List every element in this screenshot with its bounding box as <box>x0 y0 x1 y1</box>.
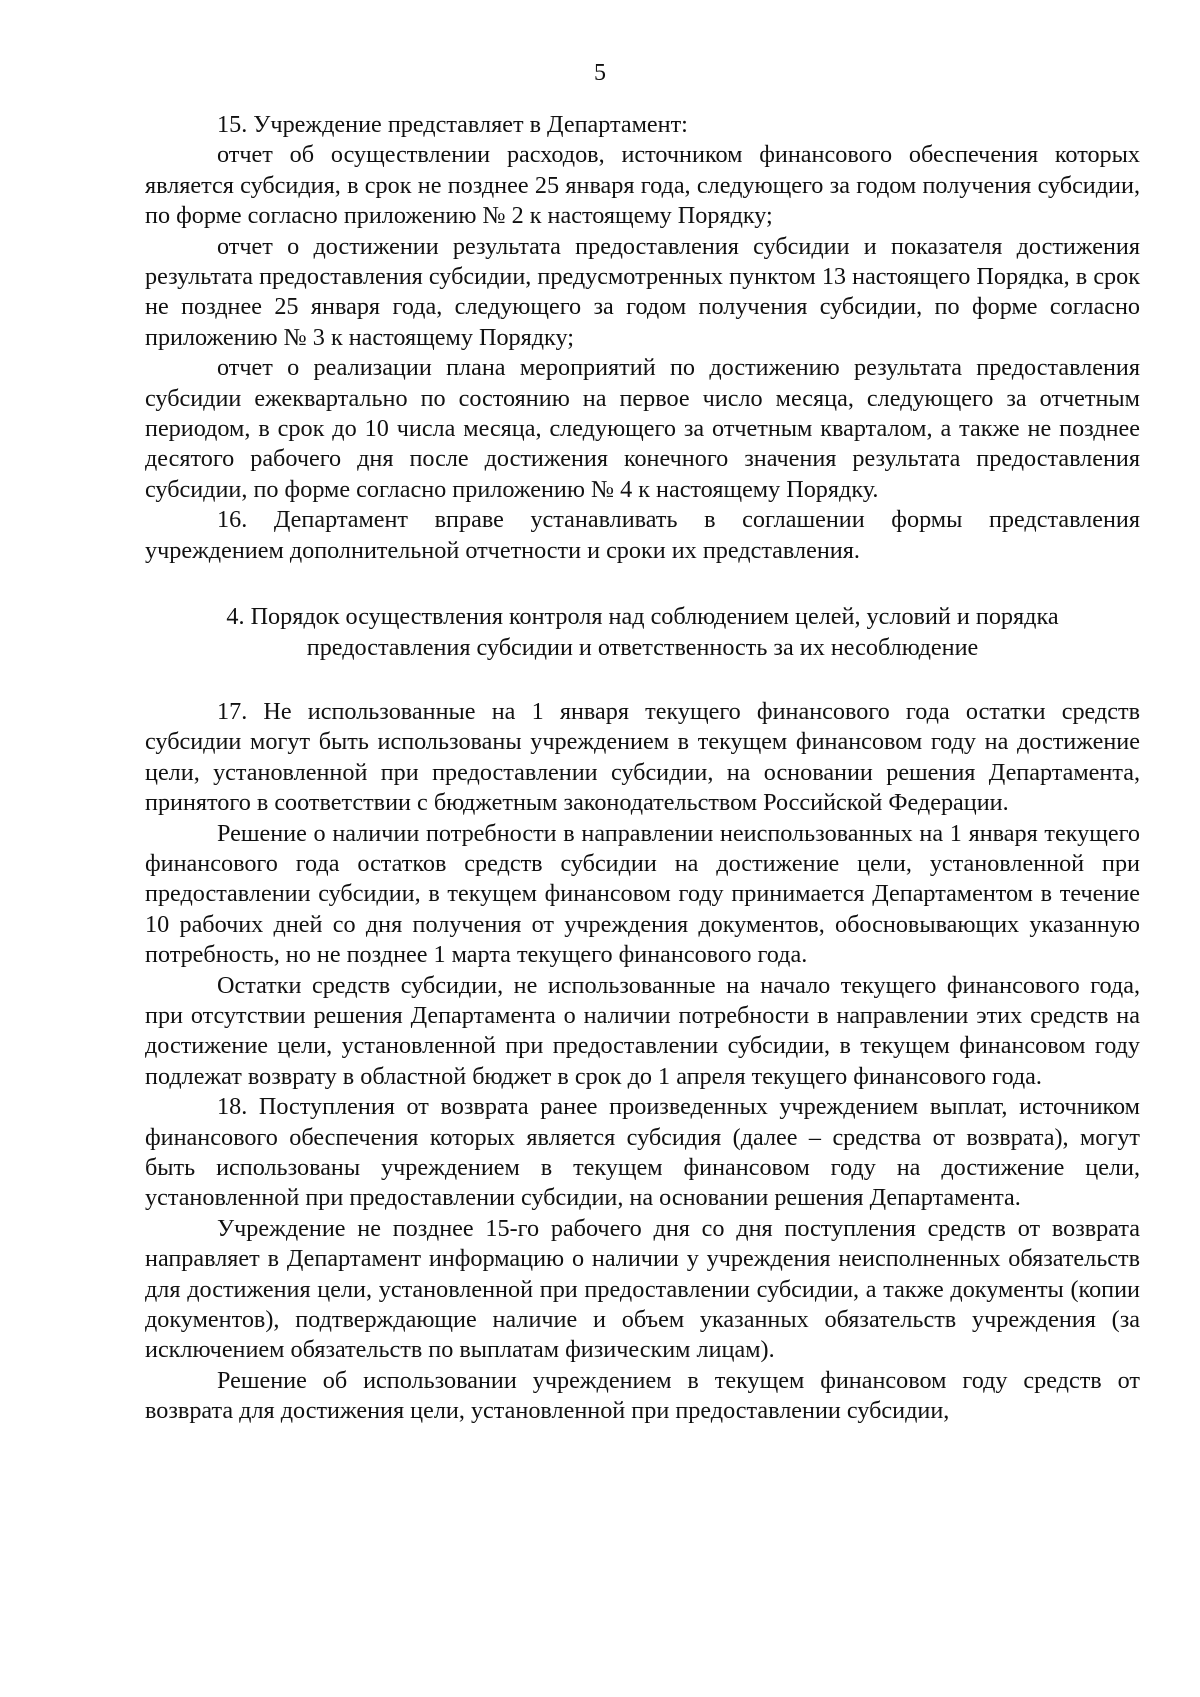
paragraph-18-information: Учреждение не позднее 15-го рабочего дня со дня поступления средств от возврата направляет в Департамент информацию о наличии у учреждения неисполненных обязательств для достижения цели, установленной при предоставлении субсидии, а также документы (копии документов), подтверждающие наличие и объем указанных обязательств учреждения (за исключением обязательств по выплатам физическим лицам). <box>145 1214 1140 1364</box>
paragraph-17: 17. Не использованные на 1 января текущего финансового года остатки средств субсидии могут быть использованы учреждением в текущем финансовом году на достижение цели, установленной при предоставлении субсидии, на основании решения Департамента, принятого в соответствии с бюджетным законодательством Российской Федерации. <box>145 697 1140 817</box>
paragraph-report-plan: отчет о реализации плана мероприятий по достижению результата предоставления субсидии ежеквартально по состоянию на первое число месяца, следующего за отчетным периодом, в срок до 10 числа месяца, следующего за отчетным кварталом, а также не позднее десятого рабочего дня после достижения конечного значения результата предоставления субсидии, по форме согласно приложению № 4 к настоящему Порядку. <box>145 354 1140 503</box>
document-body <box>145 110 1140 1427</box>
paragraph-18-decision: Решение об использовании учреждением в текущем финансовом году средств от возврата для достижения цели, установленной при предоставлении субсидии, <box>145 1366 1140 1425</box>
paragraph-15-intro: 15. Учреждение представляет в Департамент: <box>217 111 688 138</box>
paragraph-report-expenses: отчет об осуществлении расходов, источником финансового обеспечения которых является субсидия, в срок не позднее 25 января года, следующего за годом получения субсидии, по форме согласно приложению № 2 к настоящему Порядку; <box>145 141 1140 230</box>
paragraph-17-remainders: Остатки средств субсидии, не использованные на начало текущего финансового года, при отсутствии решения Департамента о наличии потребности в направлении этих средств на достижение цели, установленной при предоставлении субсидии, в текущем финансовом году подлежат возврату в областной бюджет в срок до 1 апреля текущего финансового года. <box>145 971 1140 1090</box>
section-heading: 4. Порядок осуществления контроля над соблюдением целей, условий и порядка предоставления субсидии и ответственность за их несоблюдение <box>226 603 1059 661</box>
paragraph-17-decision: Решение о наличии потребности в направлении неиспользованных на 1 января текущего финансового года остатков средств субсидии на достижение цели, установленной при предоставлении субсидии, в текущем финансовом году принимается Департаментом в течение 10 рабочих дней со дня получения от учреждения документов, обосновывающих указанную потребность, но не позднее 1 марта текущего финансового года. <box>145 819 1140 969</box>
paragraph-16: 16. Департамент вправе устанавливать в соглашении формы представления учреждением дополнительной отчетности и сроки их представления. <box>145 506 1140 564</box>
paragraph-report-result: отчет о достижении результата предоставления субсидии и показателя достижения результата предоставления субсидии, предусмотренных пунктом 13 настоящего Порядка, в срок не позднее 25 января года, следующего за годом получения субсидии, по форме согласно приложению № 3 к настоящему Порядку; <box>145 232 1140 351</box>
page-number: 5 <box>594 60 606 86</box>
paragraph-18: 18. Поступления от возврата ранее произведенных учреждением выплат, источником финансового обеспечения которых является субсидия (далее – средства от возврата), могут быть использованы учреждением в текущем финансовом году на достижение цели, установленной при предоставлении субсидии, на основании решения Департамента. <box>145 1093 1140 1212</box>
